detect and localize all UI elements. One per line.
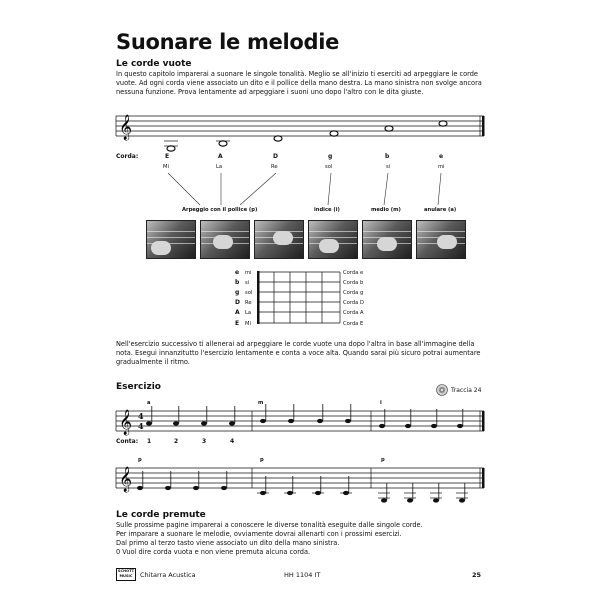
fret-row-name: mi <box>245 270 252 276</box>
fret-row-right: Corda b <box>343 280 364 286</box>
page-number: 25 <box>472 571 482 579</box>
fret-row-letter: b <box>235 279 240 286</box>
count-label: Conta: <box>116 438 139 445</box>
section-paragraph-open-strings: In questo capitolo imparerai a suonare le singole tonalità. Meglio se all'inizio ti eserciti ad arpeggiare le corde vuote. Ad ogni corda viene associato un dito e il pollice della mano destra. La mano sinistra non svolge ancora nessuna funzione. Prova lentamente ad arpeggiare i suoni uno dopo l'altro con le dita giuste. <box>116 70 482 96</box>
string-letter: g <box>328 153 333 160</box>
exercise-staff-2 <box>116 468 486 508</box>
treble-clef-icon: 𝄞 <box>119 410 133 435</box>
fret-row-right: Corda g <box>343 290 364 296</box>
page-title: Suonare le melodie <box>116 30 340 54</box>
finger-mark-i: i <box>380 400 382 406</box>
fret-row-letter: E <box>235 320 240 327</box>
fret-row-right: Corda e <box>343 270 364 276</box>
paragraph-line: Per imparare a suonare le melodie, ovviamente dovrai allenarti con i prossimi esercizi. <box>116 530 402 538</box>
section-heading-open-strings: Le corde vuote <box>116 59 192 69</box>
photo-index-g <box>308 220 358 259</box>
time-signature: 4 4 <box>138 411 144 431</box>
string-letter: e <box>439 153 444 160</box>
footer-book-title: Chitarra Acustica <box>140 571 196 579</box>
finger-mark-p: p <box>260 457 264 463</box>
fret-row-name: si <box>245 280 250 286</box>
fret-row-right: Corda D <box>343 300 364 306</box>
photo-thumb-low-e <box>146 220 196 259</box>
fret-row-right: Corda A <box>343 310 364 316</box>
treble-clef-icon: 𝄞 <box>119 115 133 140</box>
finger-mark-p: p <box>381 457 385 463</box>
section-heading-pressed-strings: Le corde premute <box>116 510 206 520</box>
section-paragraph-pressed-strings <box>116 521 488 557</box>
paragraph-line: Dal primo al terzo tasto viene associato un dito della mano sinistra. <box>116 539 340 547</box>
fret-row-right: Corda E <box>343 321 364 327</box>
string-name: La <box>216 164 223 170</box>
count-beat: 1 <box>147 438 152 445</box>
fret-row-name: sol <box>245 290 253 296</box>
exercise-heading: Esercizio <box>116 382 161 392</box>
string-name: mi <box>438 164 445 170</box>
fretboard-diagram <box>258 272 342 326</box>
exercise-staff-1 <box>116 411 486 437</box>
count-beat: 2 <box>174 438 179 445</box>
exercise-intro-paragraph: Nell'esercizio successivo ti allenerai ad arpeggiare le corde vuote una dopo l'altra in base all'immagine della nota. Esegui innanzitutto l'esercizio lentamente e conta a voce alta. Quando sarai più sicuro potrai aumentare gradualmente il ritmo. <box>116 340 481 366</box>
string-letter: E <box>165 153 170 160</box>
finger-label-thumb: Arpeggio con il pollice (p) <box>182 207 258 213</box>
finger-label-ring: anulare (a) <box>424 207 457 213</box>
string-name: si <box>386 164 391 170</box>
photo-thumb-a <box>200 220 250 259</box>
strings-label: Corda: <box>116 153 139 160</box>
fret-row-name: La <box>245 310 252 316</box>
footer-catalog-code: HH 1104 IT <box>284 571 321 579</box>
finger-mark-m: m <box>258 400 264 406</box>
paragraph-line: Sulle prossime pagine imparerai a conoscere le diverse tonalità eseguite dalle singole corde. <box>116 521 423 529</box>
string-letter: b <box>385 153 390 160</box>
string-letter: D <box>273 153 278 160</box>
cd-track-icon <box>436 384 448 396</box>
fret-row-name: Re <box>245 300 252 306</box>
fret-row-letter: A <box>235 309 240 316</box>
fret-row-name: Mi <box>245 321 251 327</box>
finger-mark-a: a <box>147 400 151 406</box>
count-beat: 3 <box>202 438 207 445</box>
photo-thumb-d <box>254 220 304 259</box>
finger-label-index: indice (i) <box>314 207 340 213</box>
string-name: Mi <box>163 164 169 170</box>
fret-row-letter: e <box>235 269 240 276</box>
string-letter: A <box>218 153 223 160</box>
track-label: Traccia 24 <box>451 387 482 394</box>
string-name: sol <box>325 164 333 170</box>
finger-mark-p: p <box>138 457 142 463</box>
paragraph-line: 0 Vuol dire corda vuota e non viene premuta alcuna corda. <box>116 548 311 556</box>
count-beat: 4 <box>230 438 235 445</box>
publisher-logo: SCHOTT MUSIC <box>116 568 136 581</box>
photo-ring-e <box>416 220 466 259</box>
photo-middle-b <box>362 220 412 259</box>
fret-row-letter: g <box>235 289 240 296</box>
fret-row-letter: D <box>235 299 240 306</box>
string-name: Re <box>271 164 278 170</box>
treble-clef-icon: 𝄞 <box>119 467 133 492</box>
finger-label-middle: medio (m) <box>371 207 401 213</box>
